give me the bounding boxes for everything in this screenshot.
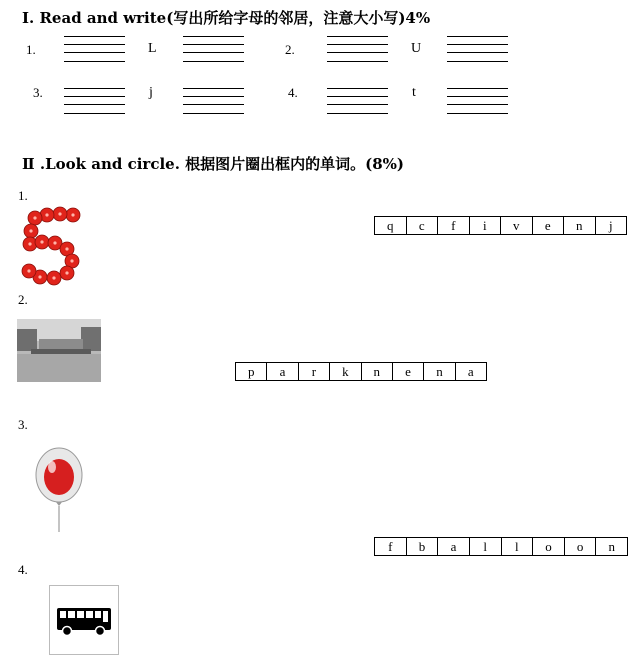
letter-box-2[interactable] bbox=[235, 362, 487, 381]
letter-cell[interactable]: f bbox=[375, 538, 407, 555]
item-4-number: 4. bbox=[288, 85, 298, 100]
bus-icon bbox=[50, 586, 120, 656]
letter-cell[interactable]: b bbox=[407, 538, 439, 555]
letter-cell[interactable]: j bbox=[608, 217, 613, 233]
item-1-number: 1. bbox=[26, 42, 36, 57]
letter-cell[interactable]: e bbox=[533, 217, 565, 234]
section-2-title: Ⅱ .Look and circle. 根据图片圈出框内的单词。(8%) bbox=[22, 155, 405, 173]
write-lines-1-right[interactable] bbox=[183, 36, 244, 66]
letter-cell[interactable]: e bbox=[393, 363, 424, 380]
letter-cell[interactable]: q bbox=[375, 217, 407, 234]
write-lines-3-right[interactable] bbox=[183, 88, 244, 118]
item-3-letter: j bbox=[149, 85, 153, 100]
number-five-flowers-icon bbox=[15, 205, 85, 287]
letter-cell[interactable]: c bbox=[407, 217, 439, 234]
item-2-number: 2. bbox=[285, 42, 295, 57]
write-lines-4-right[interactable] bbox=[447, 88, 508, 118]
bus-picture-frame bbox=[49, 585, 119, 655]
write-lines-1-left[interactable] bbox=[64, 36, 125, 66]
write-lines-2-right[interactable] bbox=[447, 36, 508, 66]
section-1-title: Ⅰ. Read and write(写出所给字母的邻居，注意大小写)4% bbox=[22, 9, 431, 27]
question-1-number: 1. bbox=[18, 188, 28, 203]
write-lines-3-left[interactable] bbox=[64, 88, 125, 118]
balloon-icon bbox=[32, 445, 86, 533]
letter-cell[interactable]: f bbox=[438, 217, 470, 234]
letter-cell[interactable]: v bbox=[501, 217, 533, 234]
letter-cell[interactable]: p bbox=[236, 363, 267, 380]
letter-cell[interactable]: r bbox=[299, 363, 330, 380]
park-photo-icon bbox=[17, 319, 101, 382]
write-lines-2-left[interactable] bbox=[327, 36, 388, 66]
letter-box-3[interactable] bbox=[374, 537, 628, 556]
letter-cell[interactable]: n bbox=[564, 217, 596, 234]
letter-cell[interactable]: l bbox=[470, 538, 502, 555]
item-4-letter: t bbox=[412, 85, 416, 100]
item-2-letter: U bbox=[411, 41, 422, 56]
letter-cell[interactable]: o bbox=[565, 538, 597, 555]
letter-cell[interactable]: a bbox=[467, 363, 474, 379]
write-lines-4-left[interactable] bbox=[327, 88, 388, 118]
letter-cell[interactable]: n bbox=[608, 538, 615, 554]
question-3-number: 3. bbox=[18, 417, 28, 432]
letter-cell[interactable]: n bbox=[362, 363, 393, 380]
letter-cell[interactable]: o bbox=[533, 538, 565, 555]
letter-cell[interactable]: n bbox=[424, 363, 455, 380]
question-2-number: 2. bbox=[18, 292, 28, 307]
item-1-letter: L bbox=[148, 41, 157, 56]
letter-cell[interactable]: a bbox=[267, 363, 298, 380]
item-3-number: 3. bbox=[33, 85, 43, 100]
letter-cell[interactable]: i bbox=[470, 217, 502, 234]
letter-cell[interactable]: k bbox=[330, 363, 361, 380]
letter-box-1[interactable] bbox=[374, 216, 627, 235]
letter-cell[interactable]: a bbox=[438, 538, 470, 555]
question-4-number: 4. bbox=[18, 562, 28, 577]
letter-cell[interactable]: l bbox=[502, 538, 534, 555]
